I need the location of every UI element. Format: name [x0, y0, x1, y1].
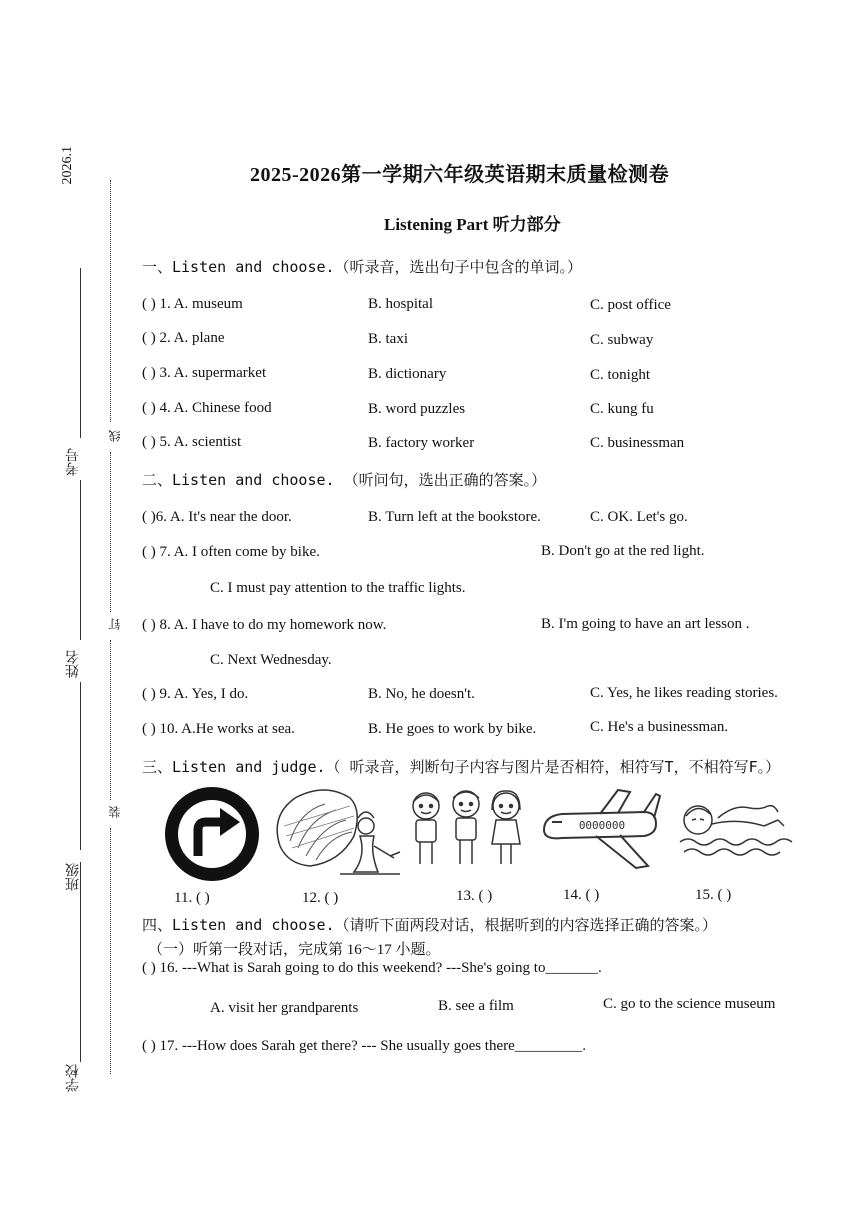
question-stem: ( ) 8. A. I have to do my homework now. — [142, 617, 387, 633]
question-stem: ( ) 9. A. Yes, I do. — [142, 686, 249, 702]
airplane-icon — [540, 788, 664, 876]
option-c: C. tonight — [590, 367, 651, 383]
option-c: C. subway — [590, 332, 654, 348]
seal-mark: 装 — [108, 806, 122, 818]
page-subtitle: Listening Part 听力部分 — [384, 215, 561, 234]
class-label: 班级 — [66, 863, 81, 891]
question-stem: ( ) 5. A. scientist — [142, 434, 242, 450]
option-b: B. I'm going to have an art lesson . — [541, 616, 750, 632]
school-label: 学校 — [66, 1064, 81, 1092]
question-stem: ( ) 10. A.He works at sea. — [142, 721, 295, 737]
option-b: B. Turn left at the bookstore. — [368, 509, 541, 525]
section-heading: 三、Listen and judge.（ 听录音，判断句子内容与图片是否相符，相符写T，不相符写F。） — [142, 758, 781, 776]
option-c: C. post office — [590, 297, 671, 313]
option-c: C. Yes, he likes reading stories. — [590, 685, 778, 701]
class-field-line — [80, 682, 81, 850]
section-heading: 一、Listen and choose.（听录音，选出句子中包含的单词。） — [142, 258, 583, 276]
turn-right-sign-icon — [160, 784, 264, 884]
option-c: C. I must pay attention to the traffic lights. — [210, 580, 466, 596]
page-title: 2025-2026第一学期六年级英语期末质量检测卷 — [250, 164, 670, 186]
question-stem: ( ) 3. A. supermarket — [142, 365, 267, 381]
cut-line — [110, 828, 111, 1074]
option-b: B. see a film — [438, 998, 514, 1014]
swimmer-icon — [678, 796, 794, 862]
plane-number: 0000000 — [578, 819, 626, 832]
cut-line — [110, 640, 111, 800]
option-c: C. go to the science museum — [603, 996, 776, 1012]
section-heading: 二、Listen and choose. （听问句，选出正确的答案。） — [142, 471, 547, 489]
option-c: C. Next Wednesday. — [210, 652, 332, 668]
cut-line — [110, 452, 111, 612]
option-b: B. He goes to work by bike. — [368, 721, 537, 737]
question-stem: ( ) 4. A. Chinese food — [142, 400, 272, 416]
option-b: B. Don't go at the red light. — [541, 543, 705, 559]
question-label-14: 14. ( ) — [563, 887, 600, 903]
question-label-11: 11. ( ) — [174, 890, 210, 906]
question-label-12: 12. ( ) — [302, 890, 339, 906]
question-label-13: 13. ( ) — [456, 888, 493, 904]
question-stem: ( ) 16. ---What is Sarah going to do this weekend? ---She's going to_______. — [142, 960, 602, 976]
question-label-15: 15. ( ) — [695, 887, 732, 903]
option-b: B. taxi — [368, 331, 408, 347]
option-c: C. kung fu — [590, 401, 654, 417]
question-stem: ( ) 7. A. I often come by bike. — [142, 544, 320, 560]
exam-date: 2026.1 — [60, 146, 75, 185]
school-field-line — [80, 862, 81, 1062]
option-c: C. businessman — [590, 435, 685, 451]
question-stem: ( )6. A. It's near the door. — [142, 509, 292, 525]
option-b: B. factory worker — [368, 435, 475, 451]
question-stem: ( ) 2. A. plane — [142, 330, 225, 346]
exam-number-field-line — [80, 268, 81, 438]
question-stem: ( ) 17. ---How does Sarah get there? --- She usually goes there_________. — [142, 1038, 587, 1054]
option-b: B. hospital — [368, 296, 434, 312]
option-b: B. dictionary — [368, 366, 447, 382]
exam-number-label: 考号 — [66, 448, 81, 476]
line-mark: 线 — [108, 430, 122, 442]
name-label: 姓名 — [66, 650, 81, 678]
section-heading: 四、Listen and choose.（请听下面两段对话，根据听到的内容选择正确的答案。） — [142, 916, 718, 934]
option-c: C. OK. Let's go. — [590, 509, 688, 525]
cut-line — [110, 180, 111, 422]
option-b: B. word puzzles — [368, 401, 466, 417]
name-field-line — [80, 480, 81, 640]
option-b: B. No, he doesn't. — [368, 686, 475, 702]
subsection-heading: （一）听第一段对话，完成第 16～17 小题。 — [148, 942, 441, 958]
turkey-and-cook-icon — [270, 786, 404, 884]
option-a: A. visit her grandparents — [210, 1000, 359, 1016]
option-c: C. He's a businessman. — [590, 719, 729, 735]
three-children-icon — [406, 786, 526, 872]
nail-mark: 钉 — [108, 618, 122, 630]
question-stem: ( ) 1. A. museum — [142, 296, 243, 312]
